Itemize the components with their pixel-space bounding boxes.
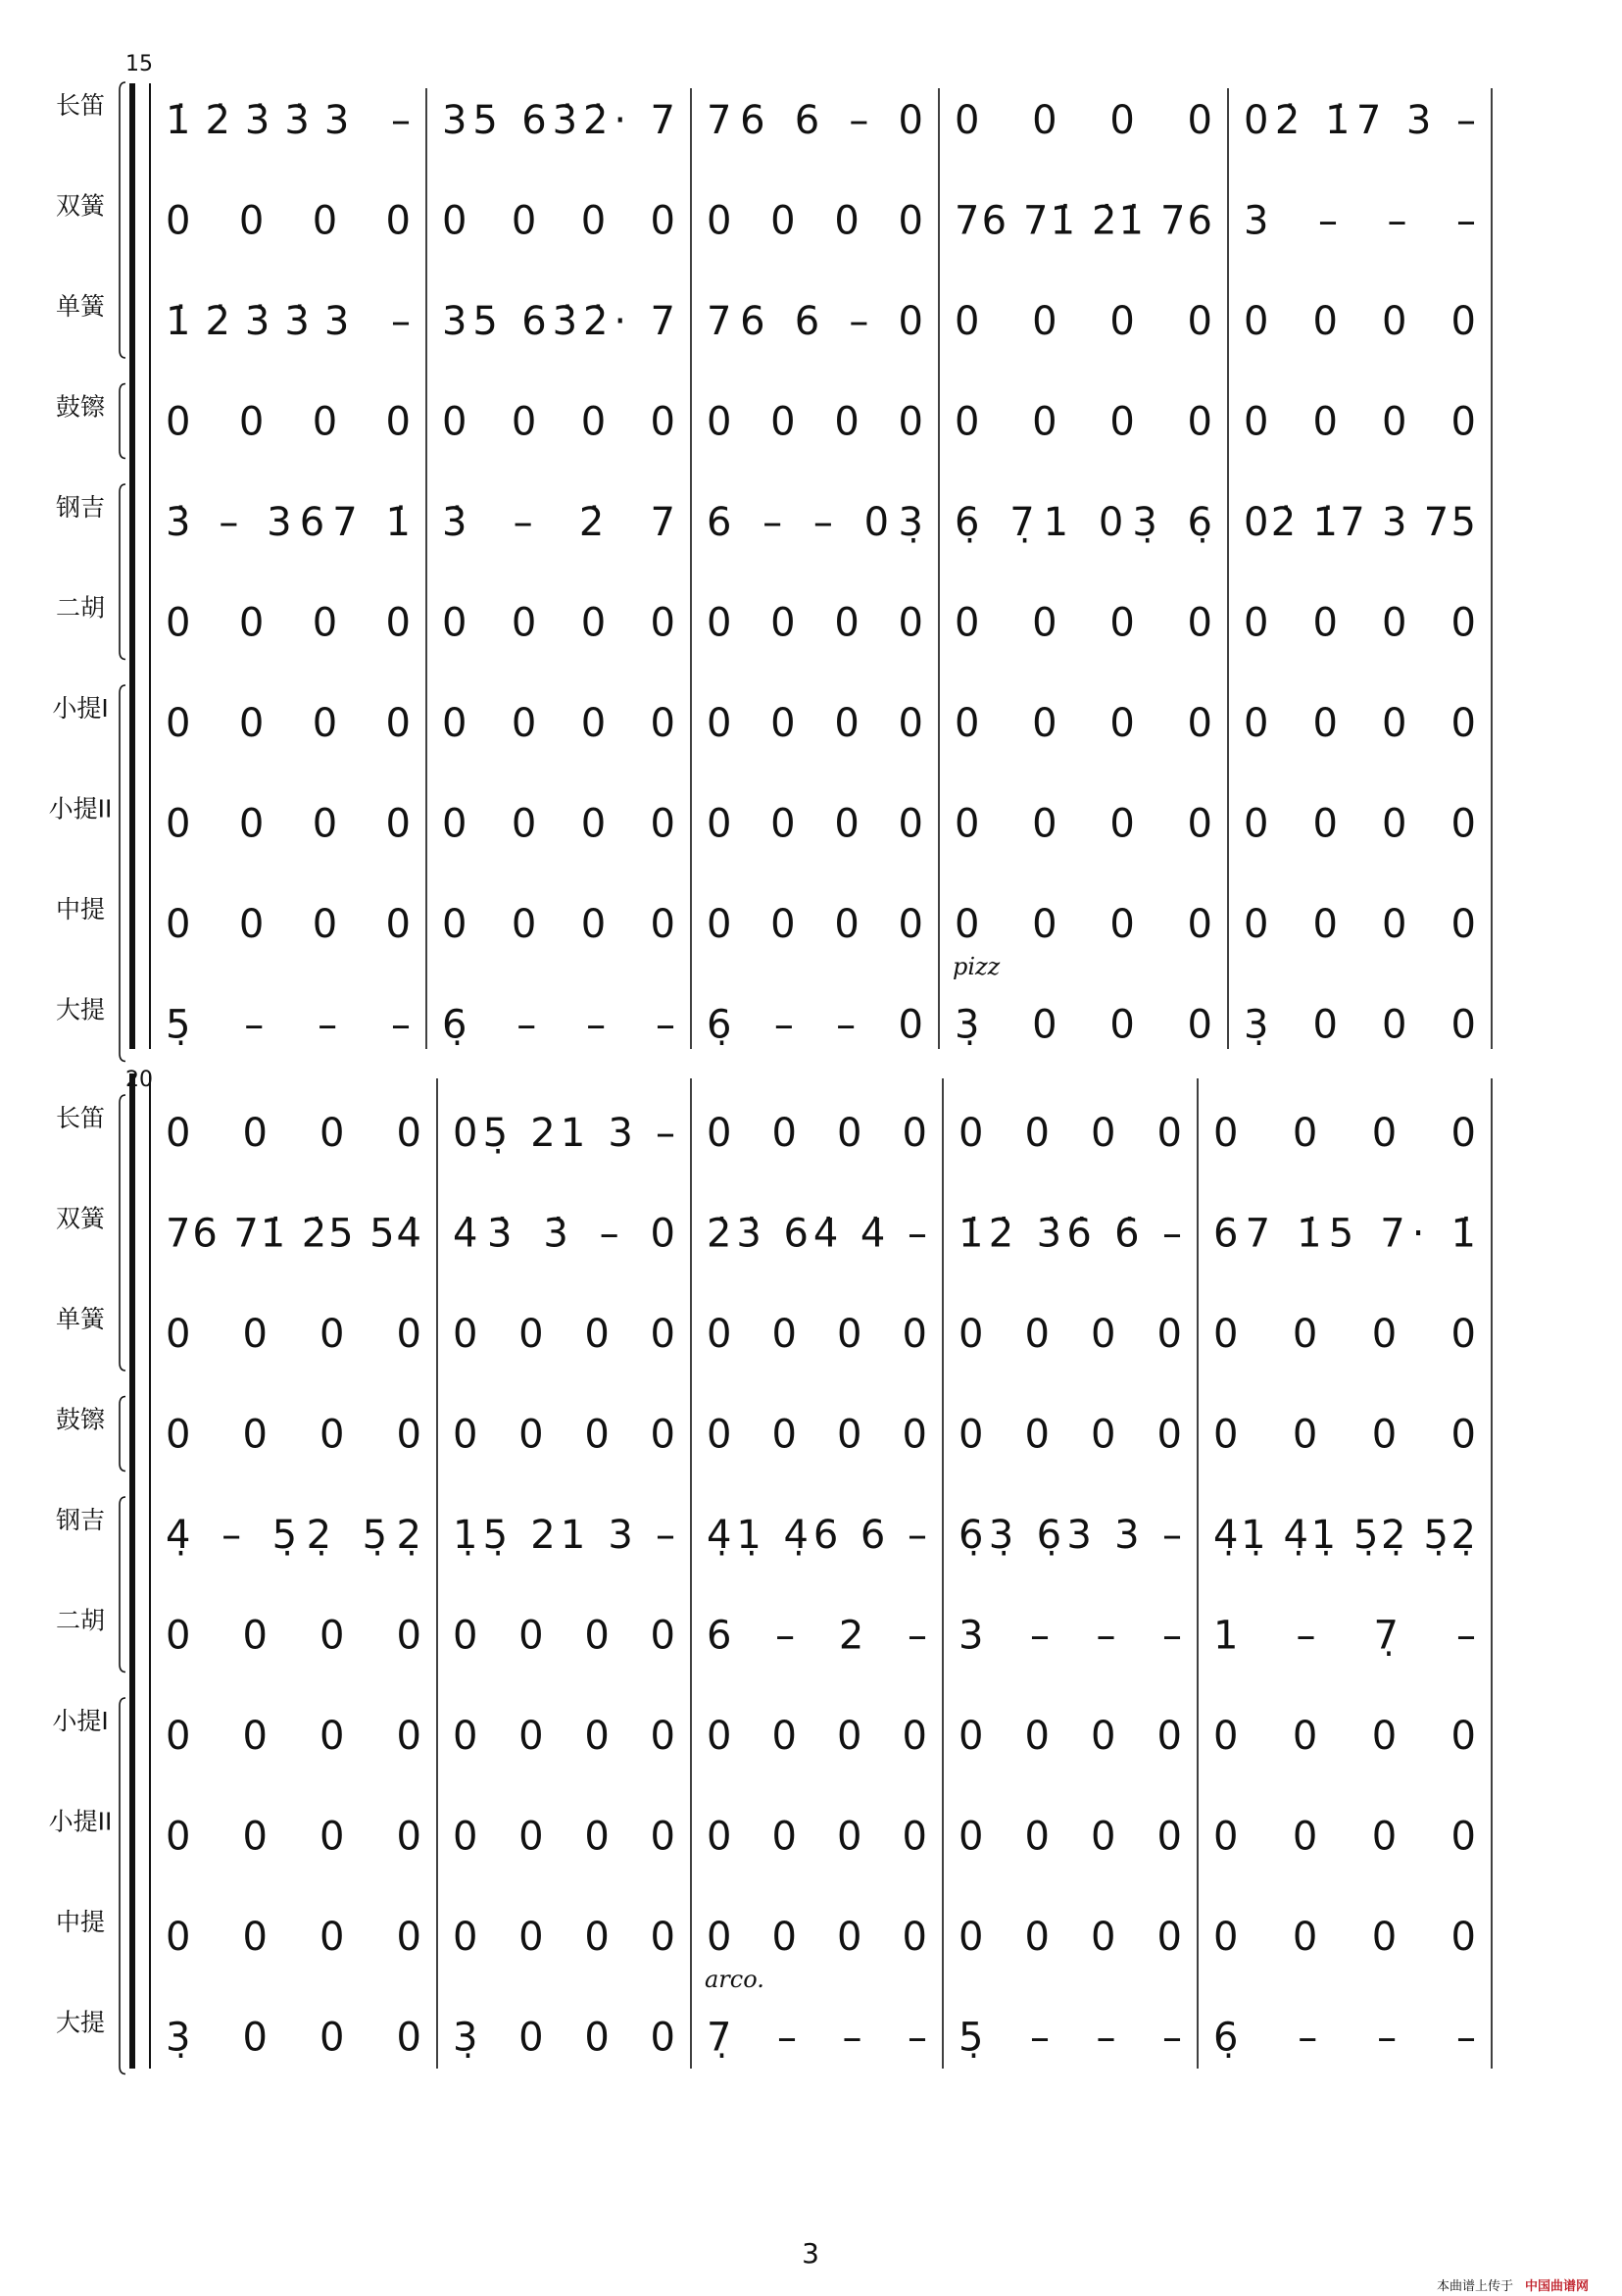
system-bracket xyxy=(129,83,135,1049)
expression-mark: pizz xyxy=(953,953,1001,980)
system-1 xyxy=(49,52,1492,1062)
note-group: 0 0 0 0 xyxy=(707,1814,927,1860)
note-group: 76 71̇ 2̇5 54̇ xyxy=(166,1211,421,1257)
note-group: 0 0 0 0 xyxy=(1244,399,1476,445)
note-group: 0 0 0 0 xyxy=(958,1814,1182,1860)
note-group: 0 0 0 0 xyxy=(707,399,923,445)
note-group: 0 0 0 0 xyxy=(1213,1111,1476,1156)
note-group: 0 0 0 0 xyxy=(958,1312,1182,1357)
note-group: 1̣5̣ 21 3 – xyxy=(453,1513,675,1558)
footer xyxy=(1437,2278,1589,2294)
note-group: 0 0 0 0 xyxy=(955,701,1212,746)
note-group: 0 0 0 0 xyxy=(1244,902,1476,947)
instrument-label: 中提 xyxy=(55,1908,106,1936)
note-group: 4̣ – 5̣2̣ 5̣2̣ xyxy=(166,1513,421,1558)
note-group: 2̇3̇ 64̇ 4̇ – xyxy=(707,1211,927,1257)
note-group: 0 0 0 0 xyxy=(453,1714,675,1759)
group-brace xyxy=(120,1497,125,1672)
footer-site-logo: 中国曲谱网 xyxy=(1525,2279,1590,2294)
note-group: 0 0 0 0 xyxy=(958,1412,1182,1458)
note-group: 76 6 – 0 xyxy=(707,299,923,344)
note-group: 6 – 2 – xyxy=(707,1613,927,1659)
note-group: 3 – – – xyxy=(1244,198,1476,244)
note-group: 0 0 0 0 xyxy=(442,399,675,445)
note-group: 0 0 0 0 xyxy=(453,1814,675,1860)
group-brace xyxy=(120,1095,125,1371)
instrument-label: 二胡 xyxy=(55,593,106,623)
note-group: 0 0 0 0 xyxy=(166,1714,421,1759)
note-group: 0 0 0 0 xyxy=(1213,1714,1476,1759)
note-group: 0 0 0 0 xyxy=(1213,1915,1476,1960)
note-group: 0 0 0 0 xyxy=(442,801,675,847)
instrument-label: 钢吉 xyxy=(55,1506,106,1534)
note-group: 0 0 0 0 xyxy=(442,902,675,947)
note-group: 05̣ 21 3 – xyxy=(453,1111,675,1156)
instrument-label: 钢吉 xyxy=(55,493,106,522)
note-group: 0 0 0 0 xyxy=(166,1111,421,1156)
group-brace xyxy=(120,384,125,459)
note-group: 0 0 0 0 xyxy=(958,1915,1182,1960)
note-group: 5̣ – – – xyxy=(166,1002,411,1048)
note-group: 35 63̇2̇· 7 xyxy=(442,299,675,344)
note-group: 0 0 0 0 xyxy=(1244,600,1476,646)
expression-mark: arco. xyxy=(705,1966,764,1993)
note-group: 76 6 – 0 xyxy=(707,98,923,143)
note-group: 0 0 0 0 xyxy=(1244,701,1476,746)
note-group: 4̣1̣ 4̣6 6 – xyxy=(707,1513,927,1558)
note-group: 0 0 0 0 xyxy=(955,600,1212,646)
note-group: 0 0 0 0 xyxy=(955,299,1212,344)
note-group: 0 0 0 0 xyxy=(453,1412,675,1458)
instrument-label: 大提 xyxy=(55,995,106,1024)
note-group: 0 0 0 0 xyxy=(707,701,923,746)
note-group: 0 0 0 0 xyxy=(707,902,923,947)
note-group: 0 0 0 0 xyxy=(1244,801,1476,847)
instrument-label: 双簧 xyxy=(55,1204,106,1233)
note-group: 0 0 0 0 xyxy=(707,1312,927,1357)
note-group: 0 0 0 0 xyxy=(1213,1312,1476,1357)
note-group: 0 0 0 0 xyxy=(166,1613,421,1659)
note-group: 5̣ – – – xyxy=(958,2015,1182,2061)
note-group: 3̣ 0 0 0 xyxy=(955,1002,1212,1048)
note-group: 6̣3̣ 6̣3 3 – xyxy=(958,1513,1182,1558)
measure-number: 20 xyxy=(125,1068,153,1092)
group-brace xyxy=(120,82,125,358)
note-group: 0 0 0 0 xyxy=(1213,1412,1476,1458)
note-group: 35 63̇2̇· 7 xyxy=(442,98,675,143)
note-group: 3̣ 0 0 0 xyxy=(166,2015,421,2061)
group-brace xyxy=(120,1698,125,2074)
note-group: 0 0 0 0 xyxy=(453,1613,675,1659)
measure-number: 15 xyxy=(125,52,153,76)
note-group: 0 0 0 0 xyxy=(707,1111,927,1156)
group-brace xyxy=(120,484,125,660)
note-group: 02̇ 1̇7 3 – xyxy=(1244,98,1476,143)
note-group: 0 0 0 0 xyxy=(442,701,675,746)
footer-upload-text: 本曲谱上传于 xyxy=(1437,2279,1514,2294)
instrument-label: 大提 xyxy=(55,2008,106,2037)
note-group: 6̣ – – 0 xyxy=(707,1002,923,1048)
note-group: 76 71̇ 2̇1̇ 76 xyxy=(955,198,1212,244)
note-group: 0 0 0 0 xyxy=(166,1814,421,1860)
note-group: 67 1̇5 7· 1̇ xyxy=(1213,1211,1476,1257)
instrument-label: 二胡 xyxy=(55,1606,106,1635)
note-group: 0 0 0 0 xyxy=(958,1111,1182,1156)
instrument-label: 中提 xyxy=(55,895,106,923)
instrument-label: 小提I xyxy=(52,1707,109,1735)
note-group: 4̇3̇ 3̇ – 0 xyxy=(453,1211,675,1257)
note-group: 0 0 0 0 xyxy=(166,902,411,947)
note-group: 0 0 0 0 xyxy=(955,399,1212,445)
note-group: 0 0 0 0 xyxy=(707,1412,927,1458)
note-group: 1̇2̇ 3̇6̇ 6̇ – xyxy=(958,1211,1182,1257)
instrument-label: 长笛 xyxy=(55,1104,106,1132)
note-group: 0 0 0 0 xyxy=(958,1714,1182,1759)
instrument-label: 单簧 xyxy=(55,292,106,321)
instrument-label: 小提II xyxy=(48,1807,113,1836)
note-group: 0 0 0 0 xyxy=(166,600,411,646)
note-group: 0 0 0 0 xyxy=(166,1312,421,1357)
note-group: 1̇2̇3̇3̇3 – xyxy=(166,98,411,143)
note-group: 6 – – 03̣ xyxy=(707,500,923,545)
note-group: 0 0 0 0 xyxy=(707,198,923,244)
note-group: 0 0 0 0 xyxy=(955,801,1212,847)
system-bracket xyxy=(129,1073,135,2069)
note-group: 0 0 0 0 xyxy=(166,198,411,244)
note-group: 0 0 0 0 xyxy=(955,98,1212,143)
note-group: 1̇2̇3̇3̇3 – xyxy=(166,299,411,344)
note-group: 0 0 0 0 xyxy=(442,198,675,244)
system-2 xyxy=(49,1068,1492,2074)
note-group: 0 0 0 0 xyxy=(442,600,675,646)
note-group: 0 0 0 0 xyxy=(707,801,923,847)
note-group: 6̣ – – – xyxy=(1213,2015,1476,2061)
note-group: 3̣ 0 0 0 xyxy=(453,2015,675,2061)
note-group: 0 0 0 0 xyxy=(453,1312,675,1357)
note-group: 3̣ 0 0 0 xyxy=(1244,1002,1476,1048)
note-group: 3̇ – 367 1̇ xyxy=(166,500,411,545)
instrument-label: 鼓镲 xyxy=(55,1405,106,1434)
note-group: 7̣ – – – xyxy=(707,2015,927,2061)
note-group: 0 0 0 0 xyxy=(166,801,411,847)
note-group: 0 0 0 0 xyxy=(955,902,1212,947)
note-group: 3̇ – 2̇ 7 xyxy=(442,500,675,545)
instrument-label: 小提I xyxy=(52,694,109,723)
group-brace xyxy=(120,1397,125,1472)
note-group: 0 0 0 0 xyxy=(1244,299,1476,344)
note-group: 0 0 0 0 xyxy=(166,1915,421,1960)
note-group: 0 0 0 0 xyxy=(707,1714,927,1759)
note-group: 4̣1̣ 4̣1̣ 5̣2̣ 5̣2̣ xyxy=(1213,1513,1476,1558)
note-group: 0 0 0 0 xyxy=(1213,1814,1476,1860)
note-group: 0 0 0 0 xyxy=(166,701,411,746)
note-group: 3 – – – xyxy=(958,1613,1182,1659)
instrument-label: 长笛 xyxy=(55,91,106,120)
instrument-label: 小提II xyxy=(48,794,113,824)
note-group: 0 0 0 0 xyxy=(707,600,923,646)
instrument-label: 双簧 xyxy=(55,191,106,221)
instrument-label: 单簧 xyxy=(55,1305,106,1333)
note-group: 0 0 0 0 xyxy=(453,1915,675,1960)
note-group: 1 – 7̣ – xyxy=(1213,1613,1476,1659)
note-group: 0 0 0 0 xyxy=(707,1915,927,1960)
instrument-label: 鼓镲 xyxy=(55,392,106,422)
note-group: 0 0 0 0 xyxy=(166,399,411,445)
note-group: 02̇ 1̇7 3 75 xyxy=(1244,500,1476,545)
note-group: 6̣ 7̣1 03̣ 6̣ xyxy=(955,500,1212,545)
page-number: 3 xyxy=(802,2237,819,2270)
note-group: 0 0 0 0 xyxy=(166,1412,421,1458)
note-group: 6̣ – – – xyxy=(442,1002,675,1048)
group-brace xyxy=(120,685,125,1062)
